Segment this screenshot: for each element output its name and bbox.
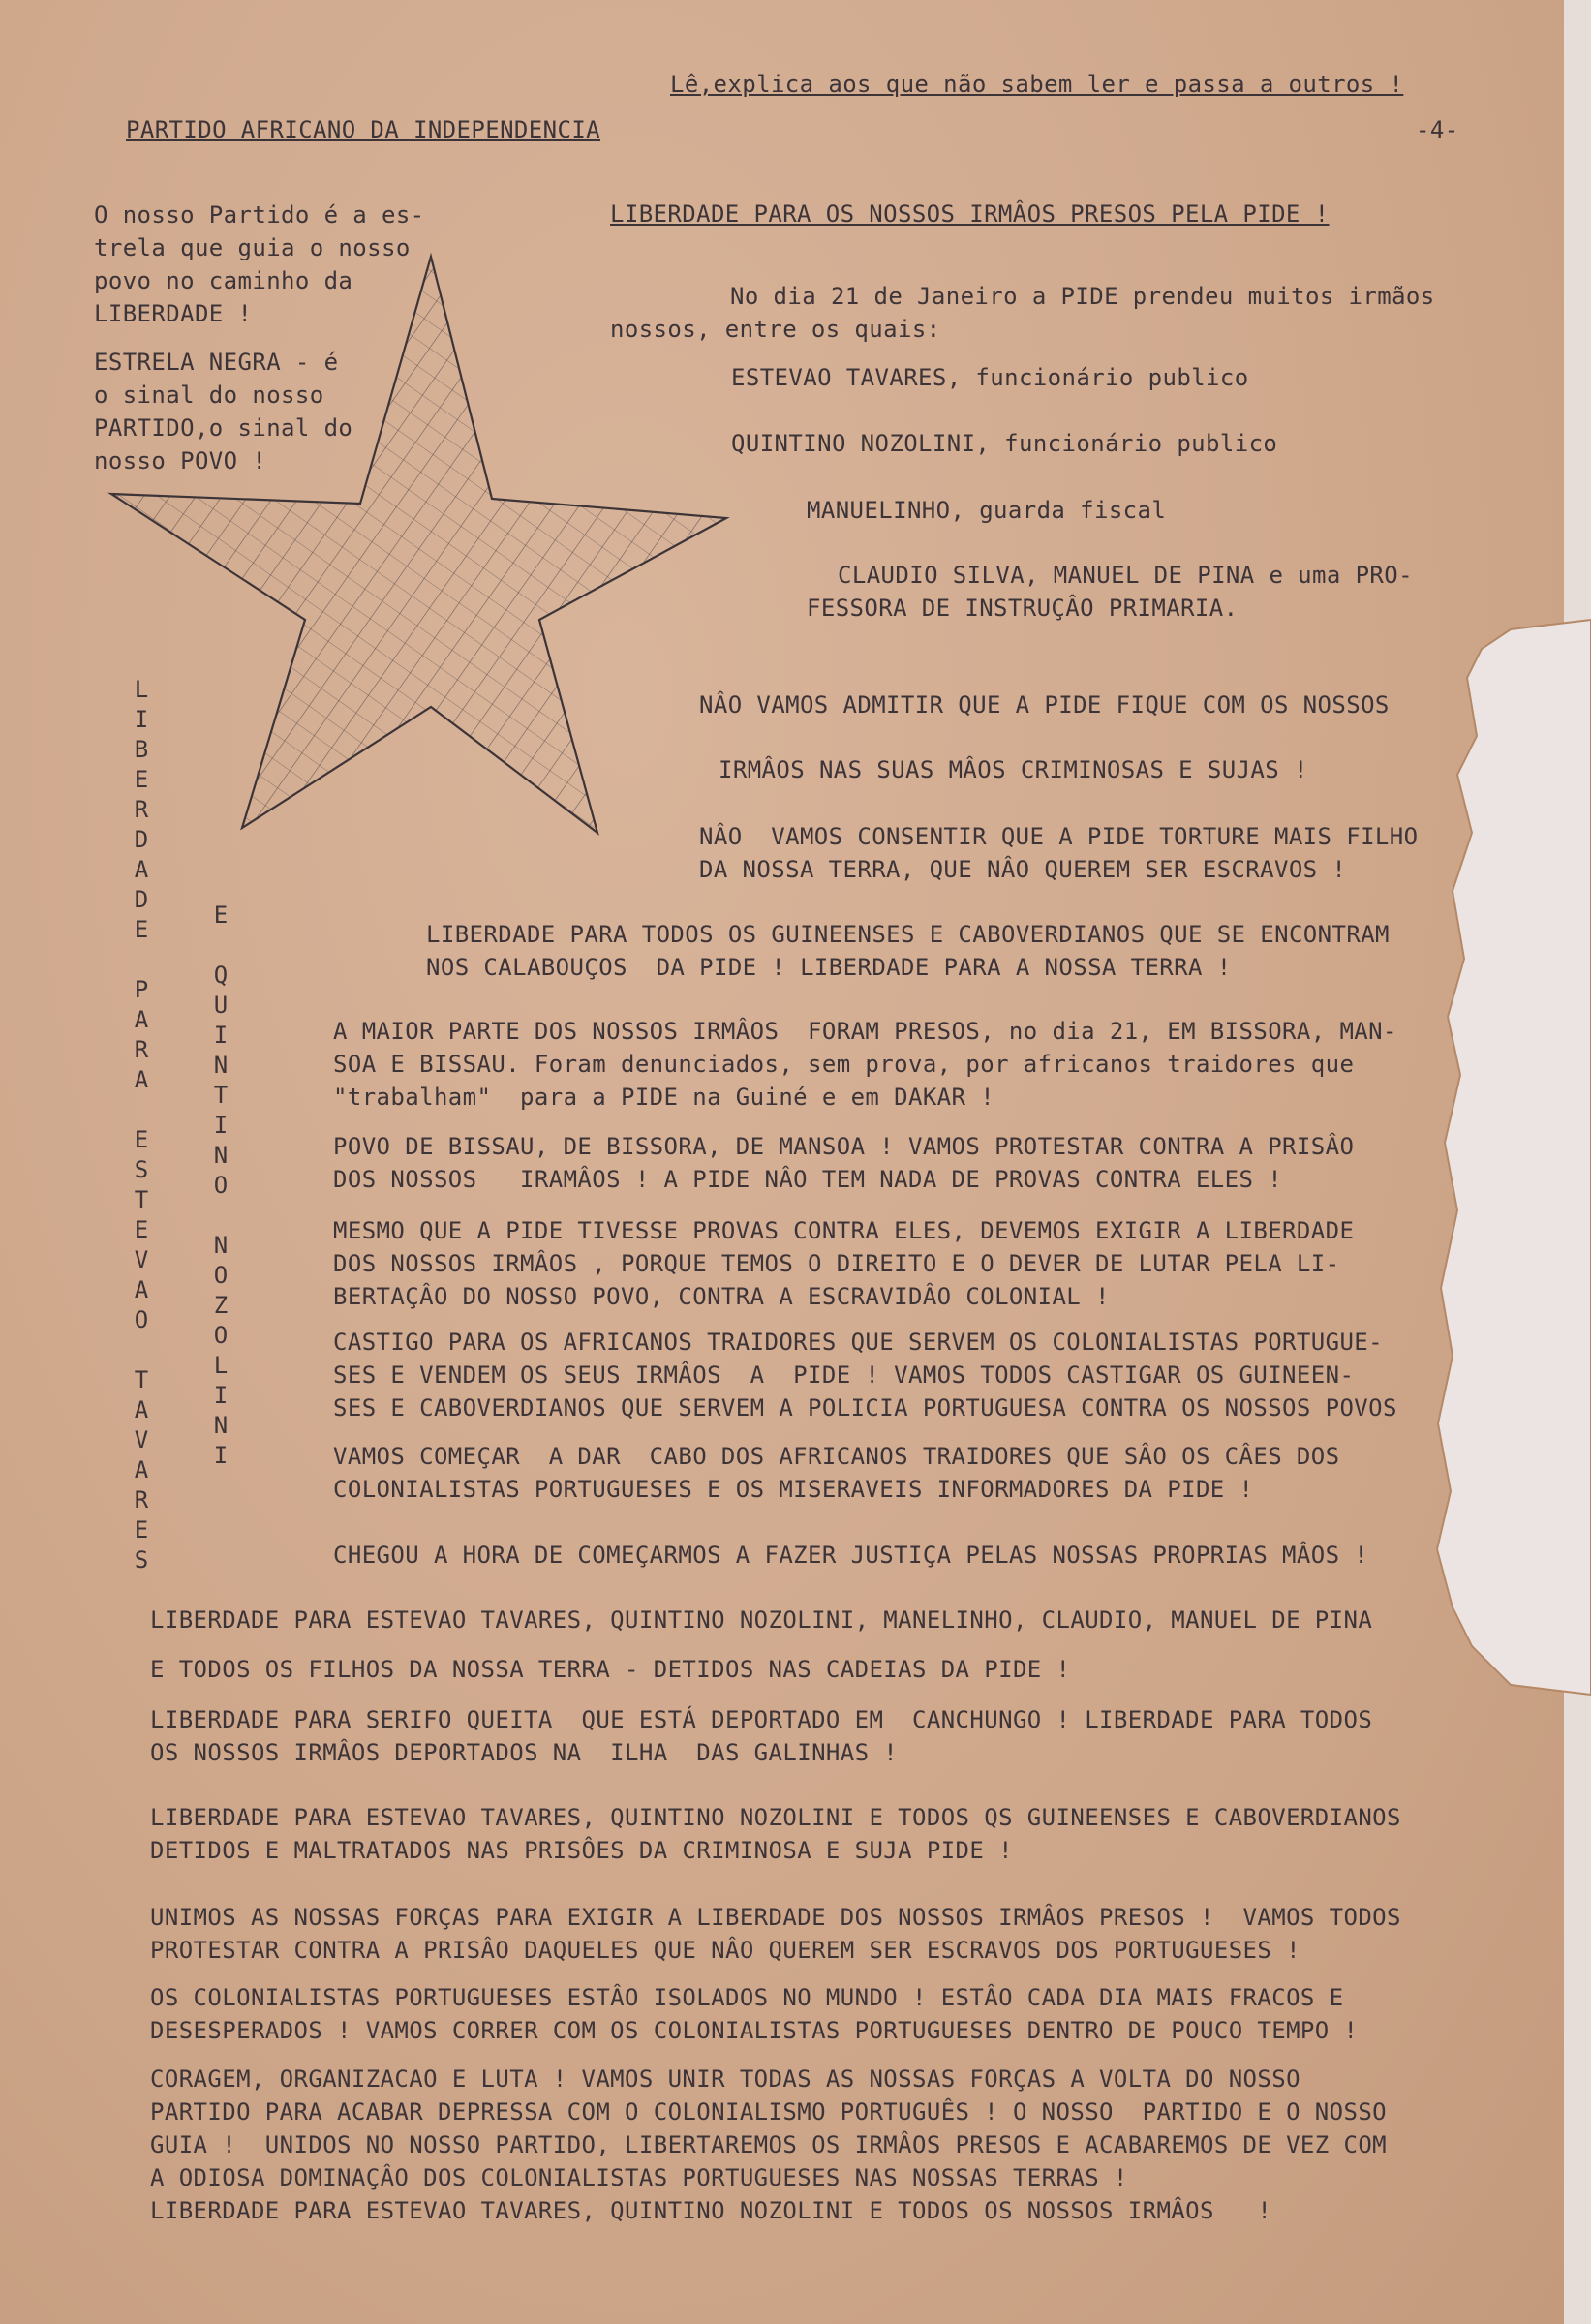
- party-name: PARTIDO AFRICANO DA INDEPENDENCIA: [126, 116, 601, 143]
- nao-admitir: NÂO VAMOS ADMITIR QUE A PIDE FIQUE COM OS NOSSOS: [699, 691, 1390, 719]
- nao-consentir: NÂO VAMOS CONSENTIR QUE A PIDE TORTURE MAIS FILHO DA NOSSA TERRA, QUE NÂO QUEREM SER ESCRAVOS !: [699, 823, 1419, 883]
- liberdade-todos: LIBERDADE PARA TODOS OS GUINEENSES E CABOVERDIANOS QUE SE ENCONTRAM NOS CALABOUÇOS DA PIDE ! LIBERDADE PARA A NOSSA TERRA !: [426, 921, 1390, 981]
- bottom-todos-filhos: E TODOS OS FILHOS DA NOSSA TERRA - DETIDOS NAS CADEIAS DA PIDE !: [150, 1656, 1071, 1683]
- name-quintino: QUINTINO NOZOLINI, funcionário publico: [731, 430, 1278, 457]
- castigo-paragraph: CASTIGO PARA OS AFRICANOS TRAIDORES QUE SERVEM OS COLONIALISTAS PORTUGUE- SES E VENDEM OS SEUS IRMÂOS A PIDE ! VAMOS TODOS CASTIGAR OS GUINEEN- SES E CABOVERDIANOS QUE SERVEM A POLICIA PORTUGUESA CONTRA OS NOSSOS POVOS: [333, 1329, 1397, 1422]
- nao-maos: IRMÂOS NAS SUAS MÂOS CRIMINOSAS E SUJAS !: [719, 756, 1308, 783]
- header-instruction: Lê,explica aos que não sabem ler e passa a outros !: [670, 71, 1404, 98]
- page-number: -4-: [1416, 116, 1459, 143]
- bottom-liberdade-names: LIBERDADE PARA ESTEVAO TAVARES, QUINTINO NOZOLINI, MANELINHO, CLAUDIO, MANUEL DE PINA: [150, 1606, 1373, 1634]
- name-manuelinho: MANUELINHO, guarda fiscal: [807, 497, 1167, 524]
- bottom-colonialistas: OS COLONIALISTAS PORTUGUESES ESTÂO ISOLADOS NO MUNDO ! ESTÂO CADA DIA MAIS FRACOS E DESESPERADOS ! VAMOS CORRER COM OS COLONIALISTAS PORTUGUESES DENTRO DE POUCO TEMPO !: [150, 1984, 1359, 2044]
- bottom-coragem: CORAGEM, ORGANIZACAO E LUTA ! VAMOS UNIR TODAS AS NOSSAS FORÇAS A VOLTA DO NOSSO PARTIDO PARA ACABAR DEPRESSA COM O COLONIALISMO PORTUGUÊS ! O NOSSO PARTIDO E O NOSSO GUIA ! UNIDOS NO NOSSO PARTIDO, LIBERTAREMOS OS IRMÂOS PRESOS E ACABAREMOS DE VEZ COM A ODIOSA DOMINAÇÂO DOS COLONIALISTAS PORTUGUESES NAS NOSSAS TERRAS ! LIBERDADE PARA ESTEVAO TAVARES, QUINTINO NOZOLINI E TODOS OS NOSSOS IRMÂOS !: [150, 2065, 1388, 2224]
- name-claudio: CLAUDIO SILVA, MANUEL DE PINA e uma PRO- FESSORA DE INSTRUÇÂO PRIMARIA.: [807, 562, 1413, 622]
- chegou-a-hora: CHEGOU A HORA DE COMEÇARMOS A FAZER JUSTIÇA PELAS NOSSAS PROPRIAS MÂOS !: [333, 1542, 1369, 1569]
- main-title: LIBERDADE PARA OS NOSSOS IRMÂOS PRESOS PELA PIDE !: [610, 200, 1330, 228]
- vamos-comecar-paragraph: VAMOS COMEÇAR A DAR CABO DOS AFRICANOS TRAIDORES QUE SÂO OS CÂES DOS COLONIALISTAS PORTUGUESES E OS MISERAVEIS INFORMADORES DA PIDE !: [333, 1443, 1340, 1503]
- maior-parte-paragraph: A MAIOR PARTE DOS NOSSOS IRMÂOS FORAM PRESOS, no dia 21, EM BISSORA, MAN- SOA E BISSAU. Foram denunciados, sem prova, por africanos traidores que "trabalham" para a PIDE na Guiné e em DAKAR !: [333, 1018, 1397, 1111]
- bottom-unimos: UNIMOS AS NOSSAS FORÇAS PARA EXIGIR A LIBERDADE DOS NOSSOS IRMÂOS PRESOS ! VAMOS TODOS PROTESTAR CONTRA A PRISÂO DAQUELES QUE NÂO QUEREM SER ESCRAVOS DOS PORTUGUESES !: [150, 1904, 1401, 1964]
- bottom-detidos: LIBERDADE PARA ESTEVAO TAVARES, QUINTINO NOZOLINI E TODOS QS GUINEENSES E CABOVERDIANOS DETIDOS E MALTRATADOS NAS PRISÔES DA CRIMINOSA E SUJA PIDE !: [150, 1804, 1401, 1864]
- vertical-liberdade-estevao: L I B E R D A D E P A R A E S T E V A O T A V A R E S: [134, 676, 149, 1574]
- mesmo-paragraph: MESMO QUE A PIDE TIVESSE PROVAS CONTRA ELES, DEVEMOS EXIGIR A LIBERDADE DOS NOSSOS IRMÂOS , PORQUE TEMOS O DIREITO E O DEVER DE LUTAR PELA LI- BERTAÇÂO DO NOSSO POVO, CONTRA A ESCRAVIDÂO COLONIAL !: [333, 1217, 1355, 1310]
- vertical-quintino-nozolini: E Q U I N T I N O N O Z O L I N I: [213, 902, 229, 1469]
- star-note-1: O nosso Partido é a es- trela que guia o nosso povo no caminho da LIBERDADE !: [94, 201, 425, 327]
- star-note-2: ESTRELA NEGRA - é o sinal do nosso PARTIDO,o sinal do nosso POVO !: [94, 349, 353, 474]
- intro-paragraph: No dia 21 de Janeiro a PIDE prendeu muitos irmãos nossos, entre os quais:: [610, 283, 1435, 343]
- bottom-serifo: LIBERDADE PARA SERIFO QUEITA QUE ESTÁ DEPORTADO EM CANCHUNGO ! LIBERDADE PARA TODOS OS NOSSOS IRMÂOS DEPORTADOS NA ILHA DAS GALINHAS !: [150, 1706, 1373, 1766]
- povo-paragraph: POVO DE BISSAU, DE BISSORA, DE MANSOA ! VAMOS PROTESTAR CONTRA A PRISÂO DOS NOSSOS IRAMÂOS ! A PIDE NÂO TEM NADA DE PROVAS CONTRA ELES !: [333, 1133, 1355, 1193]
- name-estevao: ESTEVAO TAVARES, funcionário publico: [731, 364, 1249, 391]
